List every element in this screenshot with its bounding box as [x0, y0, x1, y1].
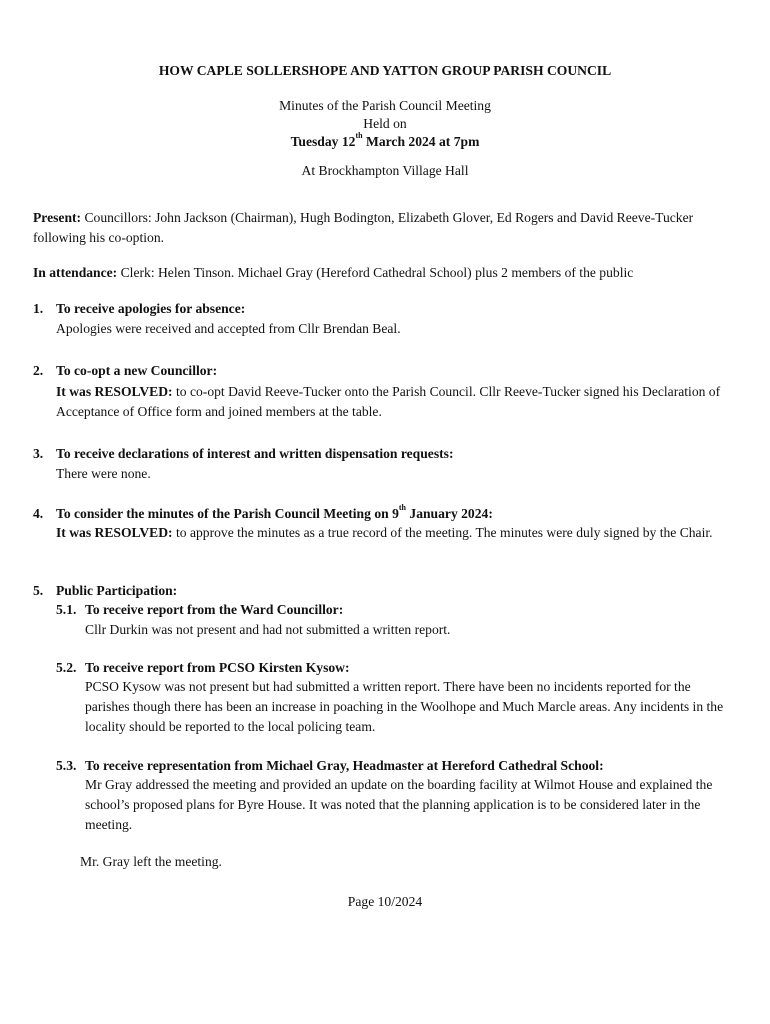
item-3-heading: To receive declarations of interest and written dispensation requests:: [56, 446, 454, 461]
present-text: Councillors: John Jackson (Chairman), Hugh Bodington, Elizabeth Glover, Ed Rogers and David Reeve-Tucker following his co-option.: [33, 210, 694, 245]
page-number: Page 10/2024: [347, 894, 423, 909]
subitem-5-1-number: 5.1.: [56, 602, 77, 617]
item-4-heading: [56, 504, 493, 523]
attendance-label: In attendance:: [33, 265, 118, 280]
item-5-closing-note: Mr. Gray left the meeting.: [80, 854, 222, 869]
item-4-resolved-label: It was RESOLVED:: [56, 525, 173, 540]
subitem-5-3-heading: To receive representation from Michael Gray, Headmaster at Hereford Cathedral School:: [85, 758, 604, 773]
item-5-heading: Public Participation:: [56, 583, 178, 598]
item-4-heading-prefix: To consider the minutes of the Parish Council Meeting on 9: [56, 506, 399, 521]
meeting-date: [0, 132, 770, 151]
meeting-date-sup: th: [355, 131, 363, 141]
item-4-body-text: to approve the minutes as a true record of the meeting. The minutes were duly signed by the Chair.: [172, 525, 713, 540]
held-on: Held on: [363, 116, 407, 131]
item-2-number: 2.: [33, 363, 44, 378]
council-name: HOW CAPLE SOLLERSHOPE AND YATTON GROUP PARISH COUNCIL: [158, 63, 612, 78]
subitem-5-1-heading: To receive report from the Ward Councillor:: [85, 602, 344, 617]
item-1-heading: To receive apologies for absence:: [56, 301, 246, 316]
item-2-body: [56, 382, 736, 422]
item-2-body-text: to co-opt David Reeve-Tucker onto the Parish Council. Cllr Reeve-Tucker signed his Declaration of Acceptance of Office form and joined members at the table.: [56, 384, 721, 419]
meeting-date-suffix: March 2024 at 7pm: [362, 134, 480, 149]
subitem-5-2-body: PCSO Kysow was not present but had submitted a written report. There have been no incidents reported for the parishes though there has been an increase in poaching in the Woolhope and Much Marcle areas. Any incidents in the locality should be reported to the local policing team.: [85, 679, 724, 734]
subitem-5-1-body: Cllr Durkin was not present and had not submitted a written report.: [85, 622, 451, 637]
present-paragraph: [33, 208, 738, 248]
item-1-number: 1.: [33, 301, 44, 316]
item-5-number: 5.: [33, 583, 44, 598]
minutes-line: Minutes of the Parish Council Meeting: [279, 98, 491, 113]
meeting-date-prefix: Tuesday 12: [290, 134, 356, 149]
item-4-heading-suffix: January 2024:: [406, 506, 493, 521]
item-4-body: [56, 523, 736, 542]
attendance-text: Clerk: Helen Tinson. Michael Gray (Hereford Cathedral School) plus 2 members of the public: [117, 265, 634, 280]
item-3-number: 3.: [33, 446, 44, 461]
venue: At Brockhampton Village Hall: [301, 163, 469, 178]
item-2-resolved-label: It was RESOLVED:: [56, 384, 173, 399]
item-1-body: Apologies were received and accepted from Cllr Brendan Beal.: [56, 321, 401, 336]
subitem-5-2-heading: To receive report from PCSO Kirsten Kysow:: [85, 660, 350, 675]
subitem-5-3-body: Mr Gray addressed the meeting and provided an update on the boarding facility at Wilmot House and explained the school’s proposed plans for Byre House. It was noted that the planning application is to be considered later in the meeting.: [85, 777, 713, 832]
present-label: Present:: [33, 210, 82, 225]
item-4-number: 4.: [33, 506, 44, 521]
subitem-5-3-number: 5.3.: [56, 758, 77, 773]
attendance-paragraph: [33, 263, 738, 283]
item-2-heading: To co-opt a new Councillor:: [56, 363, 218, 378]
subitem-5-2-number: 5.2.: [56, 660, 77, 675]
item-3-body: There were none.: [56, 466, 151, 481]
item-4-heading-sup: th: [398, 503, 406, 513]
